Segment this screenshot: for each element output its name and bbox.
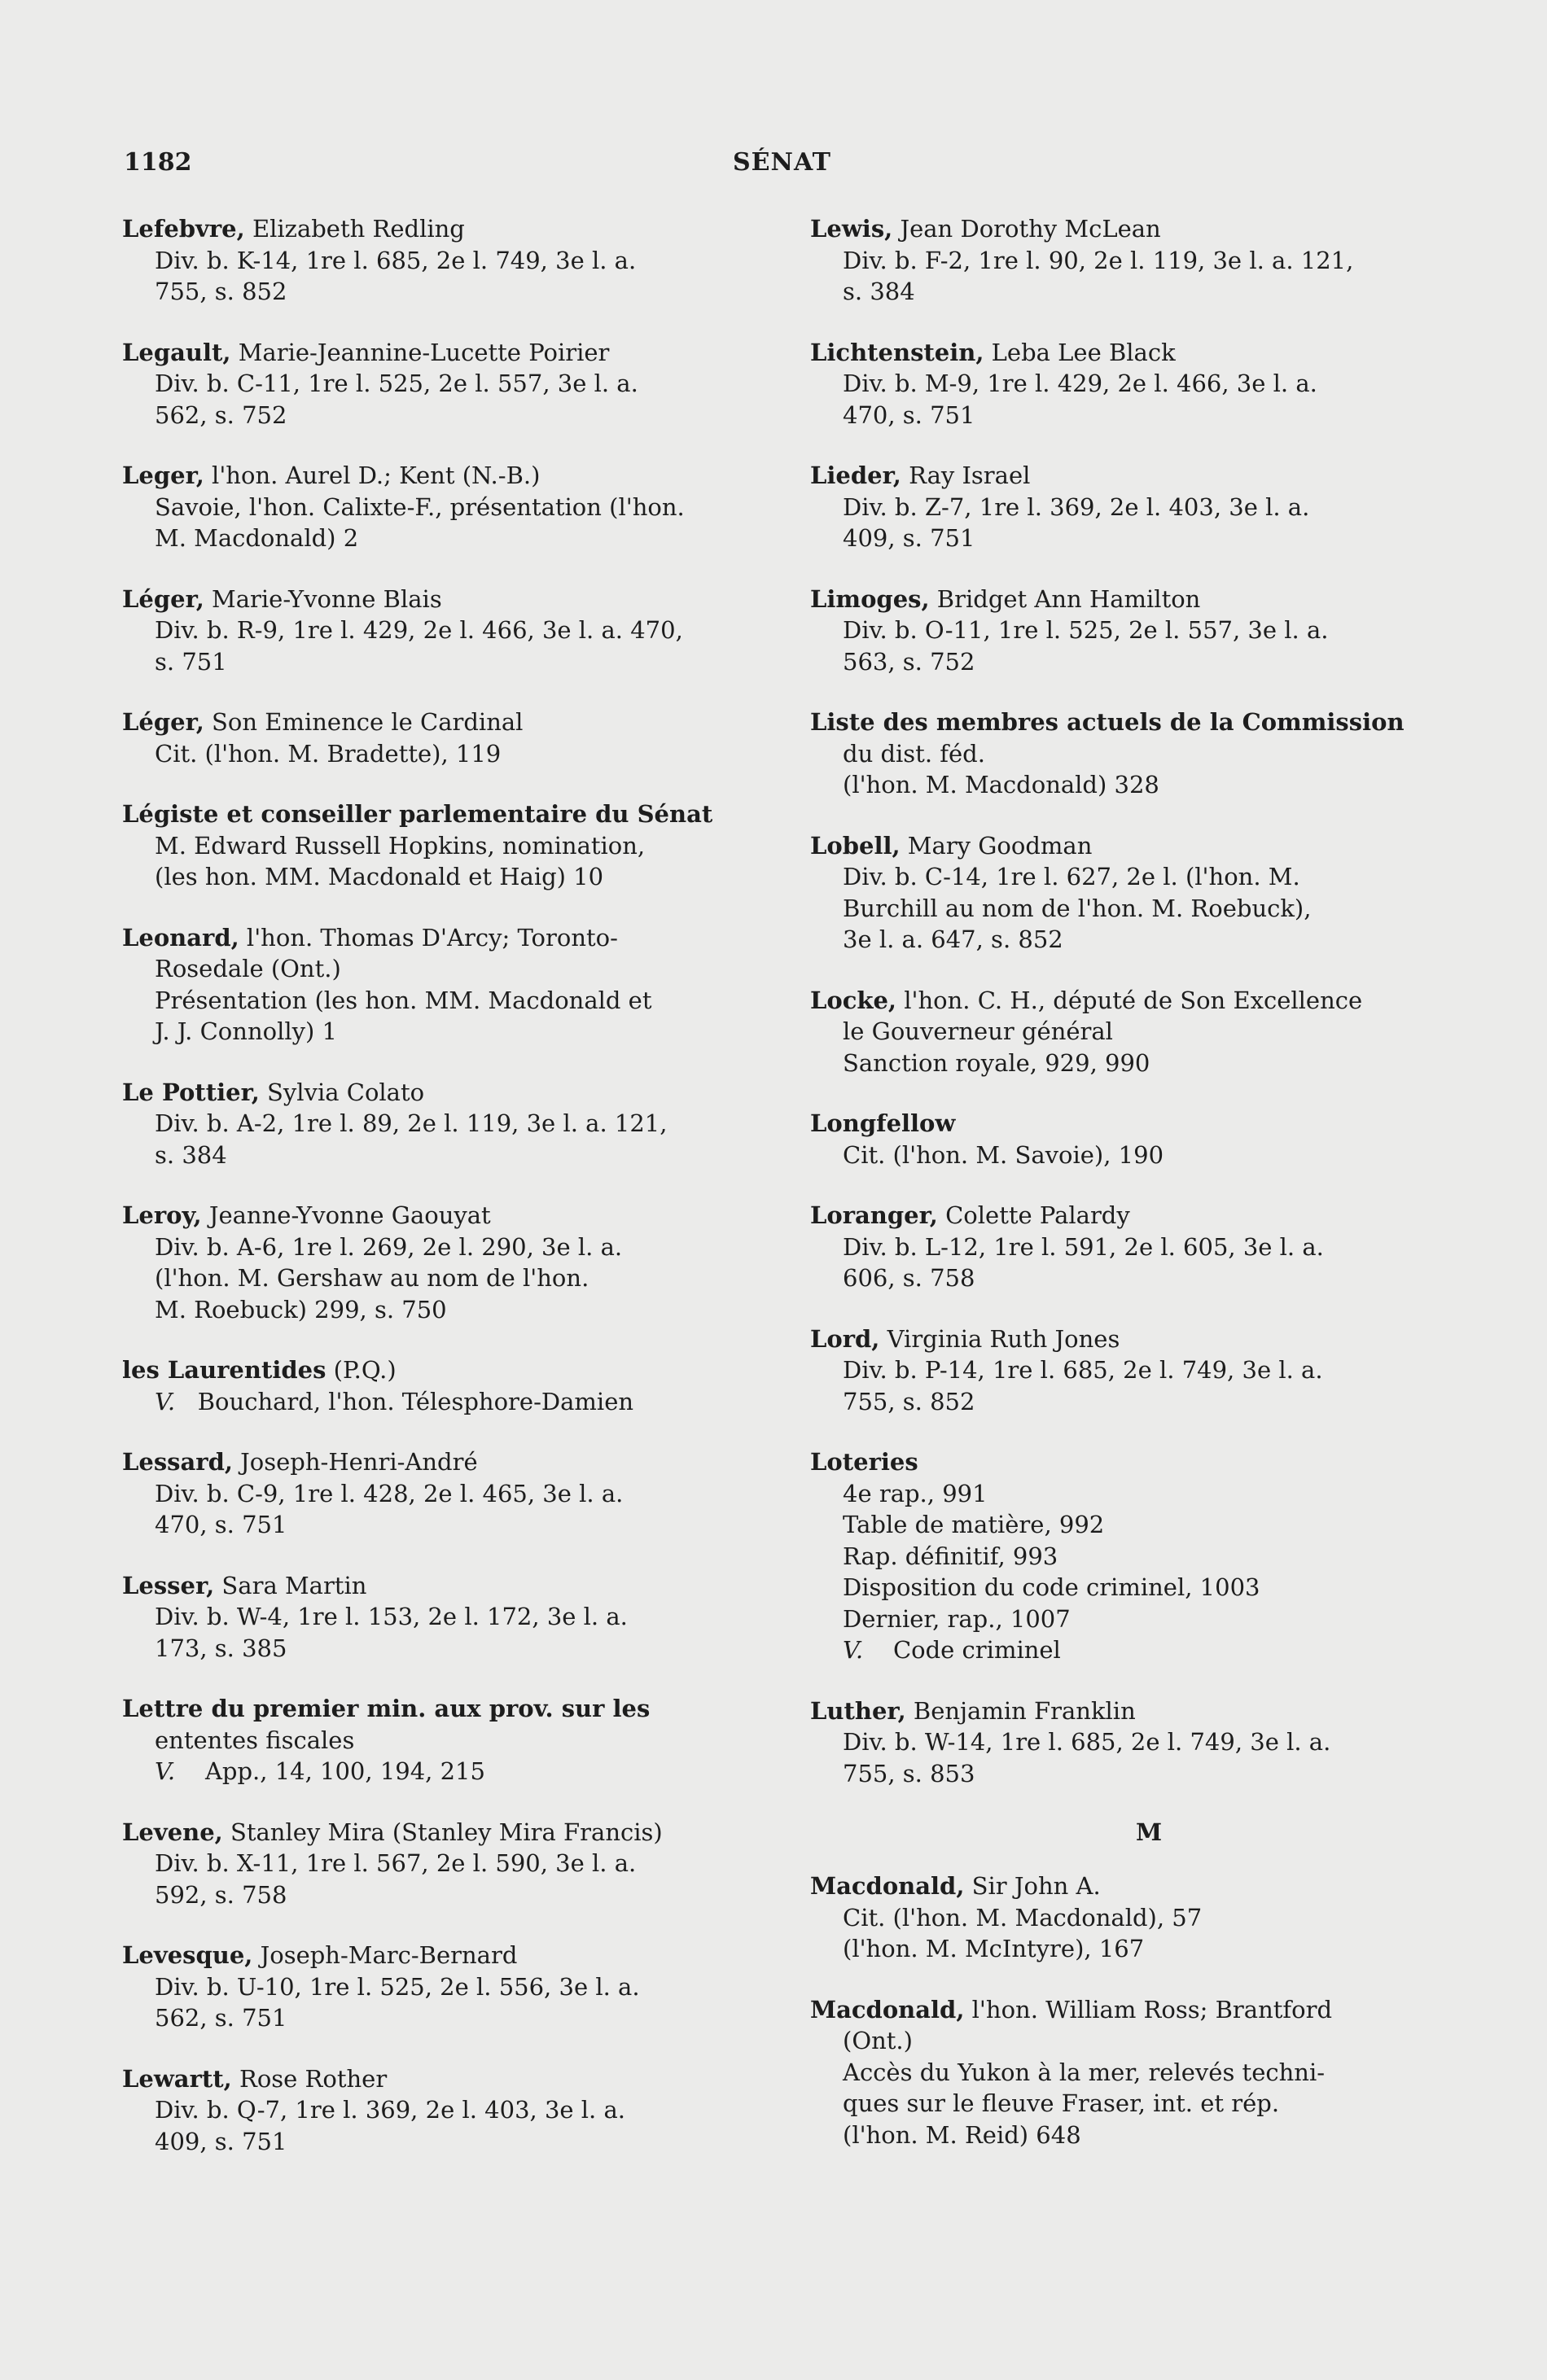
entry-heading <box>122 1354 782 1386</box>
entry-line <box>122 953 782 985</box>
entry-line <box>122 1756 782 1787</box>
entry-text: (les hon. MM. Macdonald et Haig) 10 <box>155 863 604 890</box>
entry-text: Stanley Mira (Stanley Mira Francis) <box>222 1818 663 1846</box>
entry-text: Div. b. F-2, 1re l. 90, 2e l. 119, 3e l. a. 121, <box>843 246 1354 274</box>
entry-keyword: Loranger, <box>810 1201 938 1229</box>
index-entry <box>810 830 1470 956</box>
entry-text: Rap. définitif, 993 <box>843 1542 1058 1570</box>
entry-line <box>122 2126 782 2158</box>
entry-text: Div. b. U-10, 1re l. 525, 2e l. 556, 3e l. a. <box>155 1972 640 2001</box>
entry-line <box>810 738 1470 770</box>
index-entry <box>810 584 1470 678</box>
entry-text: (l'hon. M. McIntyre), 167 <box>843 1935 1145 1962</box>
entry-keyword: Bouchard, <box>197 1387 322 1415</box>
entry-text: (l'hon. M. Reid) 648 <box>843 2120 1081 2149</box>
entry-text: le Gouverneur général <box>843 1017 1113 1045</box>
entry-heading <box>810 337 1470 369</box>
entry-text: 563, s. 752 <box>843 647 975 676</box>
index-entry <box>122 1817 782 1911</box>
entry-keyword: Savoie, <box>155 492 242 521</box>
entry-line <box>122 245 782 277</box>
entry-line <box>122 830 782 862</box>
entry-text: Présentation (les hon. MM. Macdonald et <box>155 986 652 1014</box>
index-entry <box>810 213 1470 308</box>
entry-text: App., 14, 100, 194, 215 <box>197 1757 485 1785</box>
entry-text: Div. b. L-12, 1re l. 591, 2e l. 605, 3e l. a. <box>843 1232 1324 1261</box>
entry-text: Div. b. C-9, 1re l. 428, 2e l. 465, 3e l. a. <box>155 1479 624 1507</box>
entry-text: Sanction royale, 929, 990 <box>843 1048 1150 1077</box>
entry-keyword: Lesser, <box>122 1571 215 1599</box>
entry-text: Cit. (l'hon. M. Macdonald), 57 <box>843 1903 1203 1932</box>
entry-text: s. 384 <box>843 278 915 305</box>
index-entry <box>122 1446 782 1541</box>
entry-text: Jeanne-Yvonne Gaouyat <box>201 1201 491 1229</box>
entry-text: 4e rap., 991 <box>843 1479 988 1507</box>
entry-line <box>122 1971 782 2003</box>
entry-line <box>810 400 1470 431</box>
entry-text: Ray Israel <box>901 462 1031 489</box>
entry-text: Mary Goodman <box>900 831 1093 860</box>
entry-text: Div. b. R-9, 1re l. 429, 2e l. 466, 3e l. a. 470, <box>155 616 683 644</box>
index-entry <box>122 2063 782 2158</box>
entry-text: Dernier, rap., 1007 <box>843 1604 1071 1633</box>
entry-text: Div. b. A-2, 1re l. 89, 2e l. 119, 3e l. a. 121, <box>155 1109 668 1137</box>
entry-keyword: Legault, <box>122 338 231 366</box>
index-entry <box>122 1200 782 1325</box>
entry-line <box>122 1386 782 1418</box>
entry-line <box>810 1140 1470 1171</box>
entry-heading <box>810 830 1470 862</box>
entry-heading <box>122 1446 782 1478</box>
index-entry <box>122 1354 782 1417</box>
entry-line <box>810 1603 1470 1635</box>
index-entry <box>810 337 1470 431</box>
entry-line <box>122 738 782 770</box>
entry-line <box>810 1232 1470 1263</box>
entry-heading <box>122 584 782 615</box>
entry-text: l'hon. Aurel D.; Kent (N.-B.) <box>204 462 541 489</box>
see-reference: V. <box>843 1636 864 1664</box>
entry-line <box>810 1048 1470 1079</box>
entry-line <box>810 1478 1470 1510</box>
entry-line <box>810 276 1470 308</box>
entry-line <box>122 1108 782 1140</box>
entry-keyword: Luther, <box>810 1696 906 1725</box>
entry-text: Rosedale (Ont.) <box>155 955 341 982</box>
index-entry <box>122 1570 782 1665</box>
entry-line <box>810 1572 1470 1603</box>
entry-text: Div. b. C-11, 1re l. 525, 2e l. 557, 3e l. a. <box>155 370 638 397</box>
entry-text: Son Eminence le Cardinal <box>204 708 524 736</box>
entry-line <box>122 1848 782 1879</box>
entry-text: Rose Rother <box>231 2064 388 2093</box>
index-entry <box>810 1200 1470 1294</box>
entry-heading <box>810 1108 1470 1140</box>
entry-line <box>810 1933 1470 1965</box>
index-entry <box>810 1695 1470 1790</box>
entry-heading <box>122 1693 782 1725</box>
entry-line <box>810 1509 1470 1541</box>
entry-text: Bridget Ann Hamilton <box>929 584 1201 613</box>
entry-text: 470, s. 751 <box>843 400 975 429</box>
entry-text: 409, s. 751 <box>155 2127 287 2155</box>
entry-line <box>810 523 1470 554</box>
entry-line <box>122 1633 782 1665</box>
entry-keyword: Lefebvre, <box>122 215 245 243</box>
entry-keyword: Liste des membres actuels de la Commission <box>810 708 1405 736</box>
entry-line <box>810 2088 1470 2120</box>
entry-line <box>122 400 782 431</box>
entry-heading <box>810 1446 1470 1478</box>
entry-keyword: Le Pottier, <box>122 1078 260 1106</box>
entry-heading <box>810 584 1470 615</box>
entry-line <box>810 1354 1470 1386</box>
entry-line <box>810 861 1470 893</box>
entry-heading <box>122 213 782 245</box>
entry-text: s. 751 <box>155 647 227 676</box>
entry-keyword: les Laurentides <box>122 1356 326 1384</box>
entry-line <box>122 646 782 678</box>
entry-line <box>122 368 782 400</box>
page-number: 1182 <box>124 148 192 177</box>
entry-text: Marie-Yvonne Blais <box>204 584 442 613</box>
entry-text: s. 384 <box>155 1140 227 1169</box>
entry-text: Joseph-Henri-André <box>232 1448 478 1476</box>
entry-line <box>122 1478 782 1510</box>
left-column <box>122 213 782 2186</box>
index-entry <box>810 707 1470 801</box>
entry-text: M. Roebuck) 299, s. 750 <box>155 1295 447 1323</box>
entry-heading <box>122 1077 782 1109</box>
entry-line <box>810 1726 1470 1758</box>
entry-line <box>810 1541 1470 1573</box>
entry-text: 755, s. 852 <box>155 278 287 305</box>
entry-line <box>122 276 782 308</box>
entry-text: Div. b. C-14, 1re l. 627, 2e l. (l'hon. M. <box>843 863 1300 890</box>
entry-text: 173, s. 385 <box>155 1634 287 1662</box>
entry-text: Div. b. M-9, 1re l. 429, 2e l. 466, 3e l. a. <box>843 370 1317 397</box>
entry-heading <box>122 1200 782 1232</box>
index-entry <box>122 798 782 893</box>
entry-text: Elizabeth Redling <box>244 215 465 243</box>
entry-text: Cit. (l'hon. M. Bradette), 119 <box>155 739 502 768</box>
entry-line <box>122 523 782 554</box>
entry-keyword: Lettre du premier min. aux prov. sur les <box>122 1695 651 1722</box>
entry-line <box>122 985 782 1017</box>
entry-line <box>810 646 1470 678</box>
entry-text: Sir John A. <box>964 1872 1101 1900</box>
entry-line <box>810 492 1470 523</box>
entry-line <box>122 1509 782 1541</box>
entry-keyword: Léger, <box>122 708 204 736</box>
entry-text: Div. b. A-6, 1re l. 269, 2e l. 290, 3e l. a. <box>155 1232 623 1261</box>
entry-line <box>810 924 1470 956</box>
entry-keyword: Levene, <box>122 1818 223 1846</box>
entry-keyword: Limoges, <box>810 584 930 613</box>
entry-line <box>122 2094 782 2126</box>
entry-line <box>810 893 1470 925</box>
entry-text: Jean Dorothy McLean <box>892 215 1161 243</box>
index-entry <box>810 1446 1470 1666</box>
entry-heading <box>810 1695 1470 1727</box>
entry-line <box>810 1758 1470 1790</box>
entry-text: 409, s. 751 <box>843 524 975 552</box>
entry-text: l'hon. Calixte-F., présentation (l'hon. <box>241 492 685 521</box>
entry-line <box>122 1140 782 1171</box>
entry-line <box>810 615 1470 646</box>
entry-heading <box>122 2063 782 2095</box>
entry-keyword: Lobell, <box>810 831 901 860</box>
entry-line <box>122 1232 782 1263</box>
entry-heading <box>122 707 782 738</box>
entry-heading <box>810 460 1470 492</box>
entry-keyword: Légiste et conseiller parlementaire du Sénat <box>122 800 713 828</box>
entry-text: 562, s. 752 <box>155 400 287 429</box>
entry-heading <box>122 337 782 369</box>
entry-text: 562, s. 751 <box>155 2004 287 2032</box>
entry-line <box>810 2057 1470 2089</box>
entry-keyword: Levesque, <box>122 1941 253 1969</box>
entry-text: Code criminel <box>885 1636 1061 1664</box>
entry-text: 3e l. a. 647, s. 852 <box>843 925 1063 953</box>
entry-keyword: du dist. féd. <box>843 739 985 768</box>
entry-line <box>122 2002 782 2034</box>
right-column <box>810 213 1470 2180</box>
entry-keyword: Lord, <box>810 1324 880 1353</box>
entry-text: (l'hon. M. Macdonald) 328 <box>843 771 1159 798</box>
entry-text: (l'hon. M. Gershaw au nom de l'hon. <box>155 1264 589 1292</box>
entry-line <box>122 1294 782 1326</box>
index-entry <box>122 584 782 678</box>
section-letter: M <box>1136 1818 1163 1846</box>
entry-text: Div. b. W-4, 1re l. 153, 2e l. 172, 3e l. a. <box>155 1603 628 1630</box>
index-entry <box>122 213 782 308</box>
entry-text: Div. b. K-14, 1re l. 685, 2e l. 749, 3e l. a. <box>155 246 637 274</box>
entry-text: (Ont.) <box>843 2027 913 2054</box>
entry-text: l'hon. Thomas D'Arcy; Toronto- <box>239 923 618 952</box>
entry-keyword: Macdonald, <box>810 1995 965 2023</box>
index-entry <box>810 1108 1470 1170</box>
entry-text: Cit. (l'hon. M. Savoie), 190 <box>843 1140 1164 1169</box>
entry-keyword: Leger, <box>122 462 204 489</box>
entry-line <box>810 2025 1470 2057</box>
entry-text: 606, s. 758 <box>843 1264 975 1292</box>
entry-text: Div. b. Q-7, 1re l. 369, 2e l. 403, 3e l. a. <box>155 2096 626 2124</box>
entry-line <box>810 769 1470 801</box>
entry-line <box>810 245 1470 277</box>
entry-keyword: Lieder, <box>810 462 901 489</box>
entry-keyword: Loteries <box>810 1448 918 1476</box>
entry-text: Colette Palardy <box>937 1201 1130 1229</box>
see-reference: V. <box>155 1757 176 1785</box>
running-title: SÉNAT <box>733 148 831 177</box>
entry-line <box>810 1016 1470 1048</box>
entry-line <box>810 1634 1470 1666</box>
entry-text: Joseph-Marc-Bernard <box>252 1941 518 1969</box>
entry-text: 755, s. 852 <box>843 1387 975 1415</box>
entry-text: Burchill au nom de l'hon. M. Roebuck), <box>843 894 1312 922</box>
entry-keyword: Leroy, <box>122 1201 202 1229</box>
entry-keyword: Leonard, <box>122 923 239 952</box>
entry-line <box>122 615 782 646</box>
entry-text: Div. b. X-11, 1re l. 567, 2e l. 590, 3e l. a. <box>155 1849 637 1877</box>
entry-heading <box>122 460 782 492</box>
entry-text: 470, s. 751 <box>155 1511 287 1538</box>
entry-keyword: Lichtenstein, <box>810 338 984 366</box>
entry-text: Benjamin Franklin <box>905 1696 1136 1725</box>
index-entry <box>122 922 782 1048</box>
entry-text: Div. b. O-11, 1re l. 525, 2e l. 557, 3e l. a. <box>843 616 1329 644</box>
entry-heading <box>122 1570 782 1602</box>
index-entry <box>810 1323 1470 1418</box>
entry-text: l'hon. William Ross; Brantford <box>964 1995 1333 2023</box>
entry-text: Marie-Jeannine-Lucette Poirier <box>230 338 610 366</box>
entry-text: M. Macdonald) 2 <box>155 524 359 552</box>
entry-text: Div. b. W-14, 1re l. 685, 2e l. 749, 3e l. a. <box>843 1728 1331 1756</box>
entry-line <box>810 1386 1470 1418</box>
entry-text: M. Edward Russell Hopkins, nomination, <box>155 831 646 860</box>
entry-keyword: Macdonald, <box>810 1872 965 1900</box>
entry-text: (P.Q.) <box>326 1356 397 1384</box>
entry-line <box>810 2120 1470 2151</box>
entry-keyword: Lessard, <box>122 1448 233 1476</box>
entry-keyword: Lewis, <box>810 215 893 243</box>
entry-line <box>810 368 1470 400</box>
index-entry <box>122 1940 782 2034</box>
entry-line <box>122 1262 782 1294</box>
index-entry <box>122 460 782 554</box>
entry-text: Virginia Ruth Jones <box>879 1324 1120 1353</box>
entry-text: 755, s. 853 <box>843 1759 975 1787</box>
entry-keyword: Longfellow <box>810 1109 956 1137</box>
index-entry <box>122 1077 782 1171</box>
entry-line <box>122 1601 782 1633</box>
entry-text: l'hon. C. H., député de Son Excellence <box>896 986 1363 1014</box>
entry-text: ques sur le fleuve Fraser, int. et rép. <box>843 2089 1280 2117</box>
entry-text: Leba Lee Black <box>984 338 1176 366</box>
entry-heading <box>122 922 782 954</box>
entry-heading <box>122 1940 782 1971</box>
entry-keyword: Locke, <box>810 986 897 1014</box>
index-entry <box>122 337 782 431</box>
index-entry <box>122 707 782 769</box>
entry-text: J. J. Connolly) 1 <box>155 1017 337 1045</box>
entry-heading <box>810 1994 1470 2026</box>
entry-heading <box>122 798 782 830</box>
entry-text: Table de matière, 992 <box>843 1511 1105 1538</box>
entry-heading <box>810 213 1470 245</box>
entry-text: Div. b. Z-7, 1re l. 369, 2e l. 403, 3e l. a. <box>843 492 1310 521</box>
index-entry <box>122 1693 782 1787</box>
entry-line <box>122 1879 782 1911</box>
entry-heading <box>122 1817 782 1848</box>
index-entry <box>810 460 1470 554</box>
entry-keyword: Léger, <box>122 584 204 613</box>
entry-line <box>122 1016 782 1048</box>
entry-heading <box>810 1323 1470 1355</box>
entry-text: l'hon. Télesphore-Damien <box>321 1387 634 1415</box>
entry-line <box>122 492 782 523</box>
entry-heading <box>810 1870 1470 1902</box>
entry-text: Sara Martin <box>214 1571 367 1599</box>
entry-line <box>810 1902 1470 1934</box>
entry-text: Disposition du code criminel, 1003 <box>843 1573 1260 1601</box>
see-reference: V. <box>155 1387 176 1415</box>
entry-text: Accès du Yukon à la mer, relevés techni- <box>843 2058 1326 2086</box>
entry-keyword: ententes fiscales <box>155 1726 355 1754</box>
entry-text: 592, s. 758 <box>155 1880 287 1909</box>
entry-line <box>122 1725 782 1757</box>
index-entry <box>810 1870 1470 1965</box>
entry-heading <box>810 985 1470 1017</box>
index-entry <box>810 985 1470 1079</box>
entry-heading <box>810 707 1470 738</box>
entry-line <box>810 1262 1470 1294</box>
entry-keyword: Lewartt, <box>122 2064 232 2093</box>
entry-heading <box>810 1200 1470 1232</box>
entry-line <box>122 861 782 893</box>
entry-text: Sylvia Colato <box>259 1078 425 1106</box>
index-entry <box>810 1994 1470 2151</box>
entry-text: Div. b. P-14, 1re l. 685, 2e l. 749, 3e l. a. <box>843 1356 1323 1384</box>
